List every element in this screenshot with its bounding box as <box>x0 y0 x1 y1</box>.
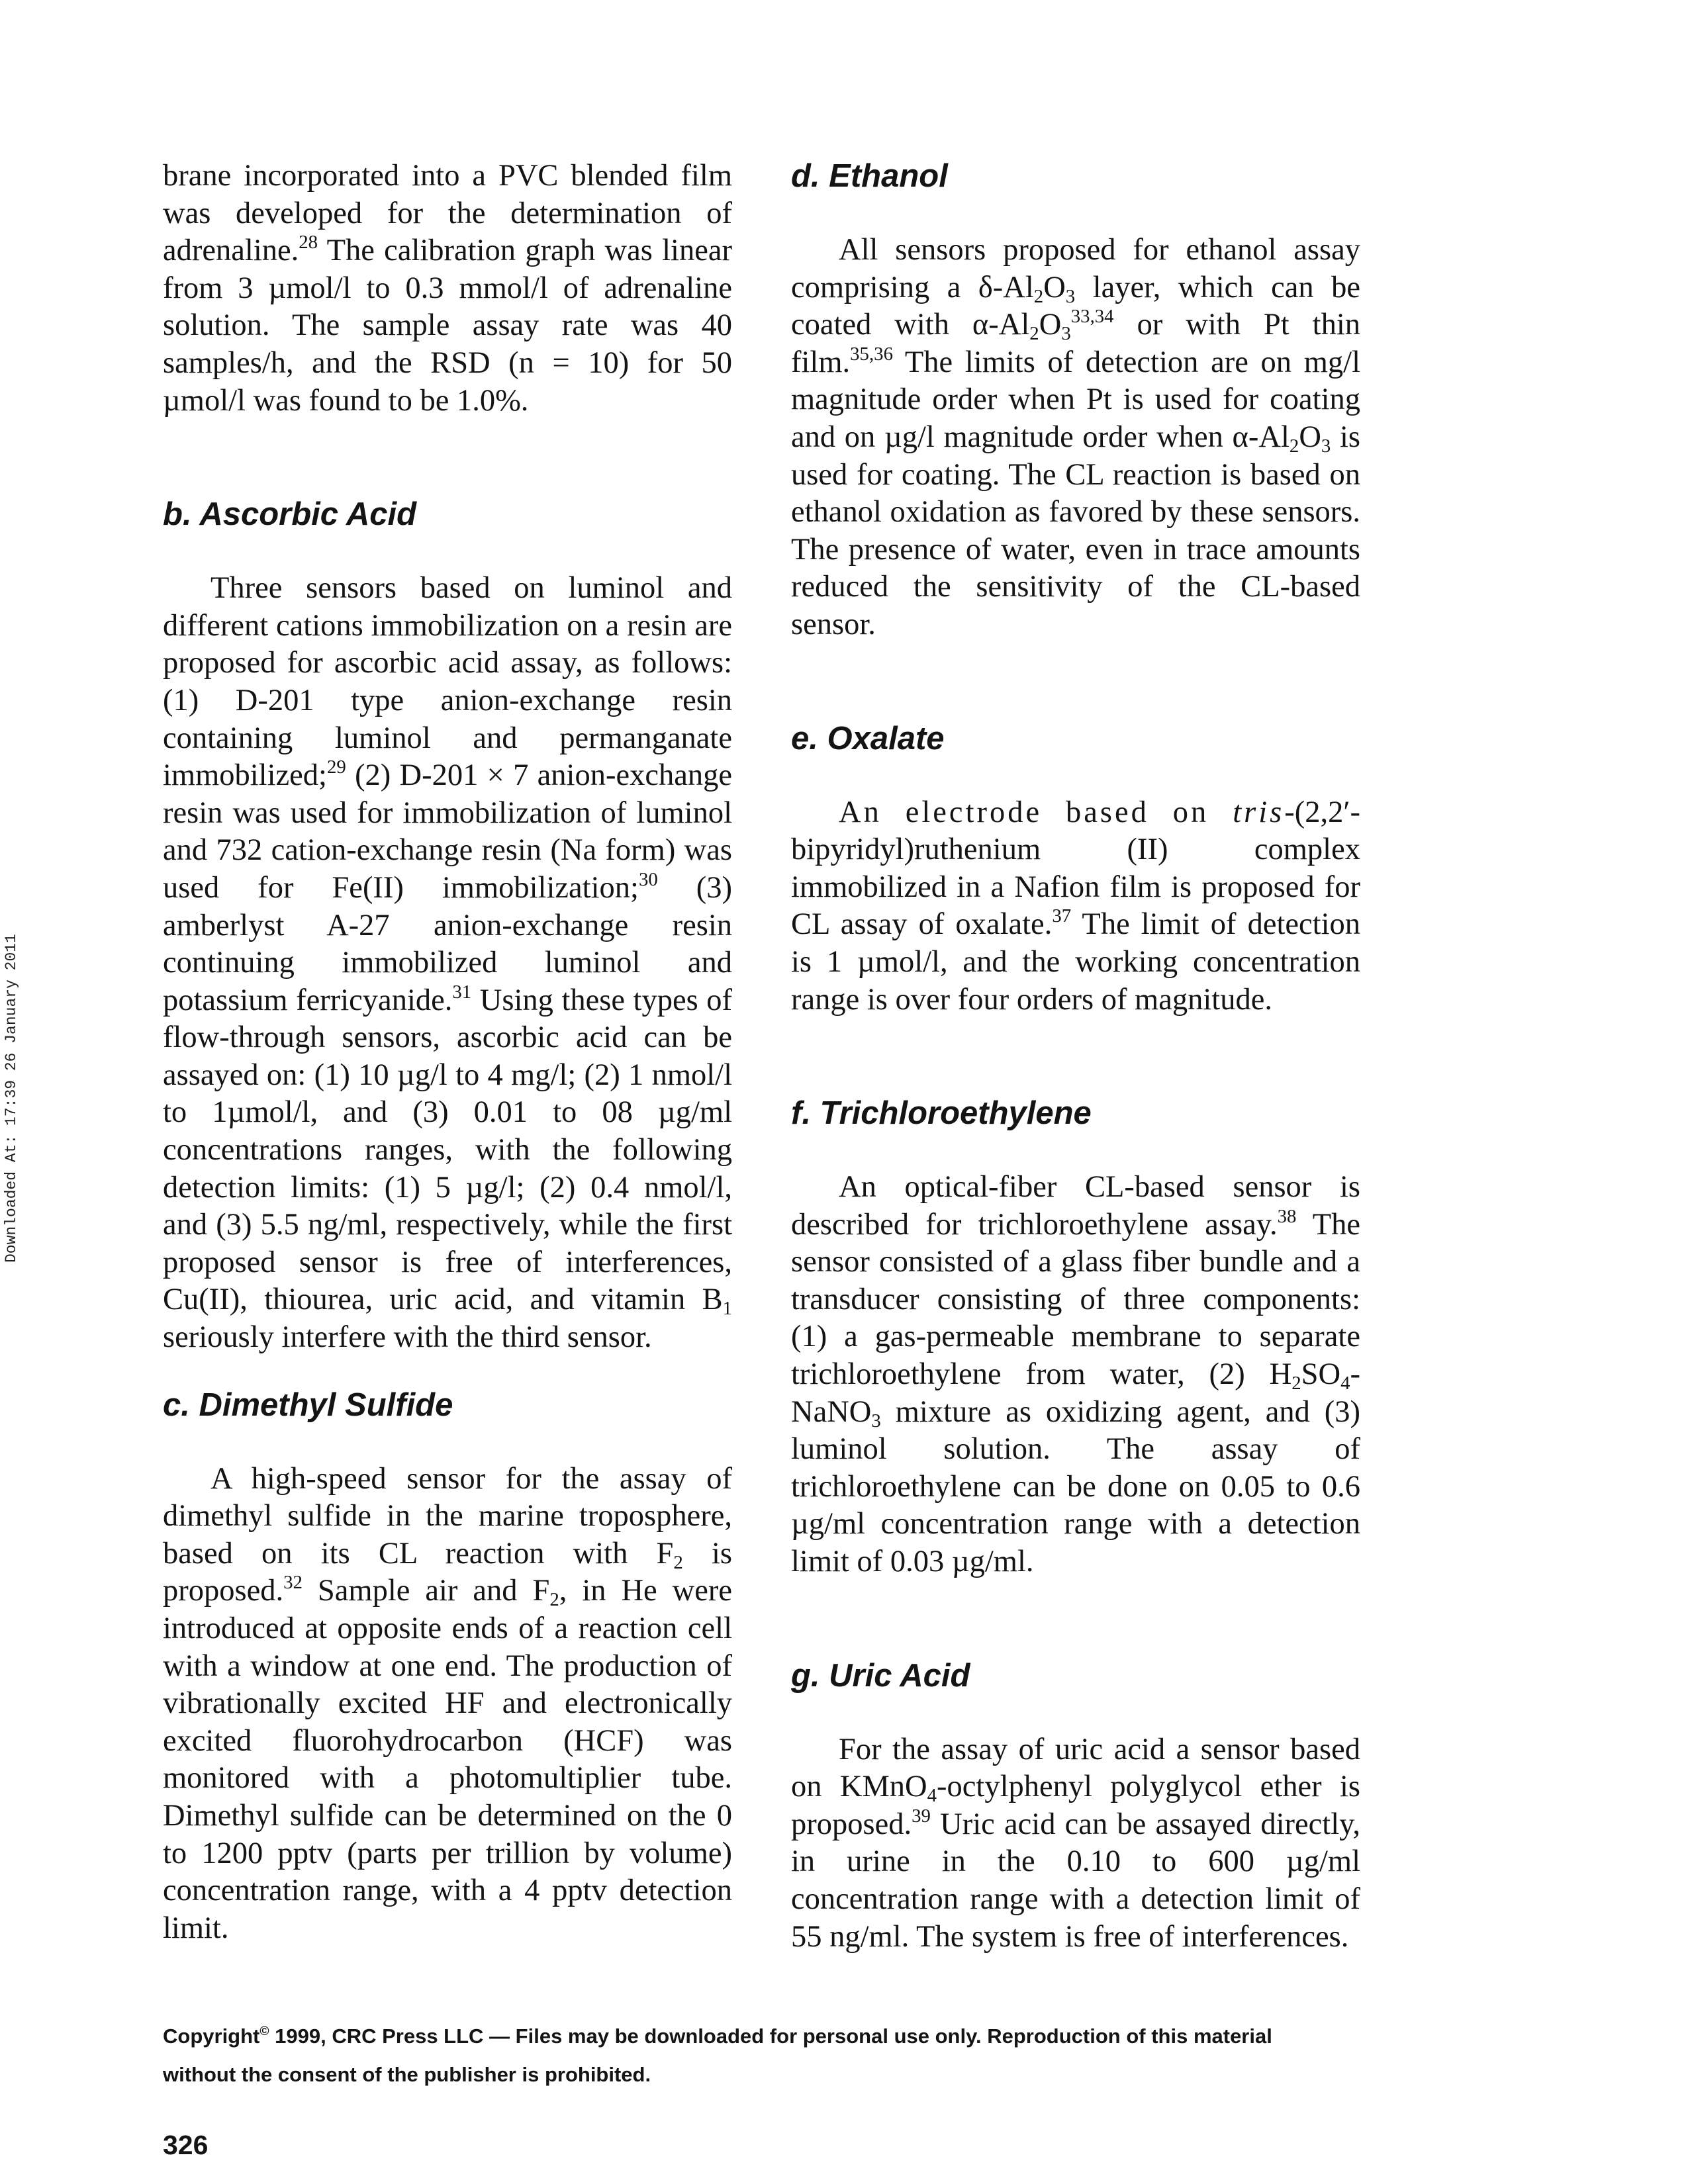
paragraph-adrenaline: brane incorporated into a PVC blended film was developed for the determination of adrenaline.$^{28}$ The calibration graph was linear from 3 µmol/l to 0.3 mmol/l of adrenaline solution. The sample assay rate was 40 samples/h, and the RSD (n = 10) for 50 µmol/l was found to be 1.0%. <box>163 159 732 418</box>
reference-marker: 32 <box>283 1572 303 1594</box>
copyright-footer <box>163 2017 1553 2094</box>
download-stamp: Downloaded At: 17:39 26 January 2011 <box>3 934 20 1263</box>
page-number: 326 <box>163 2130 209 2160</box>
reference-marker: 28 <box>299 232 318 253</box>
paragraph-oxalate: An electrode based on tris-(2,2′-bipyridyl)ruthenium (II) complex immobilized in a Nafion film is proposed for CL assay of oxalate.$^{37}$ The limit of detection is 1 µmol/l, and the working concentration range is over four orders of magnitude. <box>791 795 1360 1017</box>
section-heading-ascorbic-acid: b. Ascorbic Acid <box>163 496 417 533</box>
reference-marker: 37 <box>1052 905 1072 927</box>
section-heading-ethanol: d. Ethanol <box>791 158 948 194</box>
paragraph-uric-acid: For the assay of uric acid a sensor based on KMnO$_4$-octylphenyl polyglycol ether is proposed.$^{39}$ Uric acid can be assayed directly, in urine in the 0.10 to 600 µg/ml concentration range with a detection limit of 55 ng/ml. The system is free of interferences. <box>791 1732 1360 1954</box>
copyright-line-1: Copyright© 1999, CRC Press LLC — Files may be downloaded for personal use only. Reproduction of this material <box>163 2025 1272 2048</box>
reference-marker: 38 <box>1277 1205 1297 1227</box>
section-heading-dimethyl-sulfide: c. Dimethyl Sulfide <box>163 1387 453 1423</box>
paragraph-trichloroethylene: An optical-fiber CL-based sensor is described for trichloroethylene assay.$^{38}$ The sensor consisted of a glass fiber bundle and a transducer consisting of three components: (1) a gas-permeable membrane to separate trichloroethylene from water, (2) $H_2SO_4-NaNO_3$ mixture as oxidizing agent, and (3) luminol solution. The assay of trichloroethylene can be done on 0.05 to 0.6 µg/ml concentration range with a detection limit of 0.03 µg/ml. <box>791 1170 1360 1579</box>
paragraph-dimethyl-sulfide: A high-speed sensor for the assay of dimethyl sulfide in the marine troposphere, based on its CL reaction with $F_2$ is proposed.$^{32}$ Sample air and $F_2$, in He were introduced at opposite ends of a reaction cell with a window at one end. The production of vibrationally excited HF and electronically excited fluorohydrocarbon (HCF) was monitored with a photomultiplier tube. Dimethyl sulfide can be determined on the 0 to 1200 pptv (parts per trillion by volume) concentration range, with a 4 pptv detection limit. <box>163 1461 733 1945</box>
section-heading-oxalate: e. Oxalate <box>791 720 945 756</box>
reference-marker: 31 <box>452 981 472 1003</box>
reference-marker: 39 <box>912 1805 931 1827</box>
right-column <box>791 158 1360 1956</box>
reference-marker: 30 <box>638 869 658 891</box>
paragraph-ascorbic-acid: Three sensors based on luminol and different cations immobilization on a resin are proposed for ascorbic acid assay, as follows: (1) D-201 type anion-exchange resin containing luminol and permanganate immobilized;$^{29}$ (2) D-201 × 7 anion-exchange resin was used for immobilization of luminol and 732 cation-exchange resin (Na form) was used for Fe(II) immobilization;$^{30}$ (3) amberlyst A-27 anion-exchange resin continuing immobilized luminol and potassium ferricyanide.$^{31}$ Using these types of flow-through sensors, ascorbic acid can be assayed on: (1) 10 µg/l to 4 mg/l; (2) 1 nmol/l to 1µmol/l, and (3) 0.01 to 08 µg/ml concentrations ranges, with the following detection limits: (1) 5 µg/l; (2) 0.4 nmol/l, and (3) 5.5 ng/ml, respectively, while the first proposed sensor is free of interferences, Cu(II), thiourea, uric acid, and vitamin $B_1$ seriously interfere with the third sensor. <box>163 571 733 1355</box>
reference-marker: 33,34 <box>1070 306 1114 328</box>
reference-marker: 35,36 <box>850 343 893 365</box>
left-column <box>163 158 732 1947</box>
reference-marker: 29 <box>326 756 346 778</box>
section-heading-uric-acid: g. Uric Acid <box>791 1657 970 1694</box>
paragraph-ethanol: All sensors proposed for ethanol assay comprising a $\delta-Al_2O_3$ layer, which can be coated with $\alpha-Al_2O_3^{33,34}$ or with Pt thin film.$^{35,36}$ The limits of detection are on mg/l magnitude order when Pt is used for coating and on µg/l magnitude order when $\alpha-Al_2O_3$ is used for coating. The CL reaction is based on ethanol oxidation as favored by these sensors. The presence of water, even in trace amounts reduced the sensitivity of the CL-based sensor. <box>791 233 1361 641</box>
copyright-line-2: without the consent of the publisher is prohibited. <box>163 2063 651 2086</box>
section-heading-trichloroethylene: f. Trichloroethylene <box>791 1095 1092 1132</box>
